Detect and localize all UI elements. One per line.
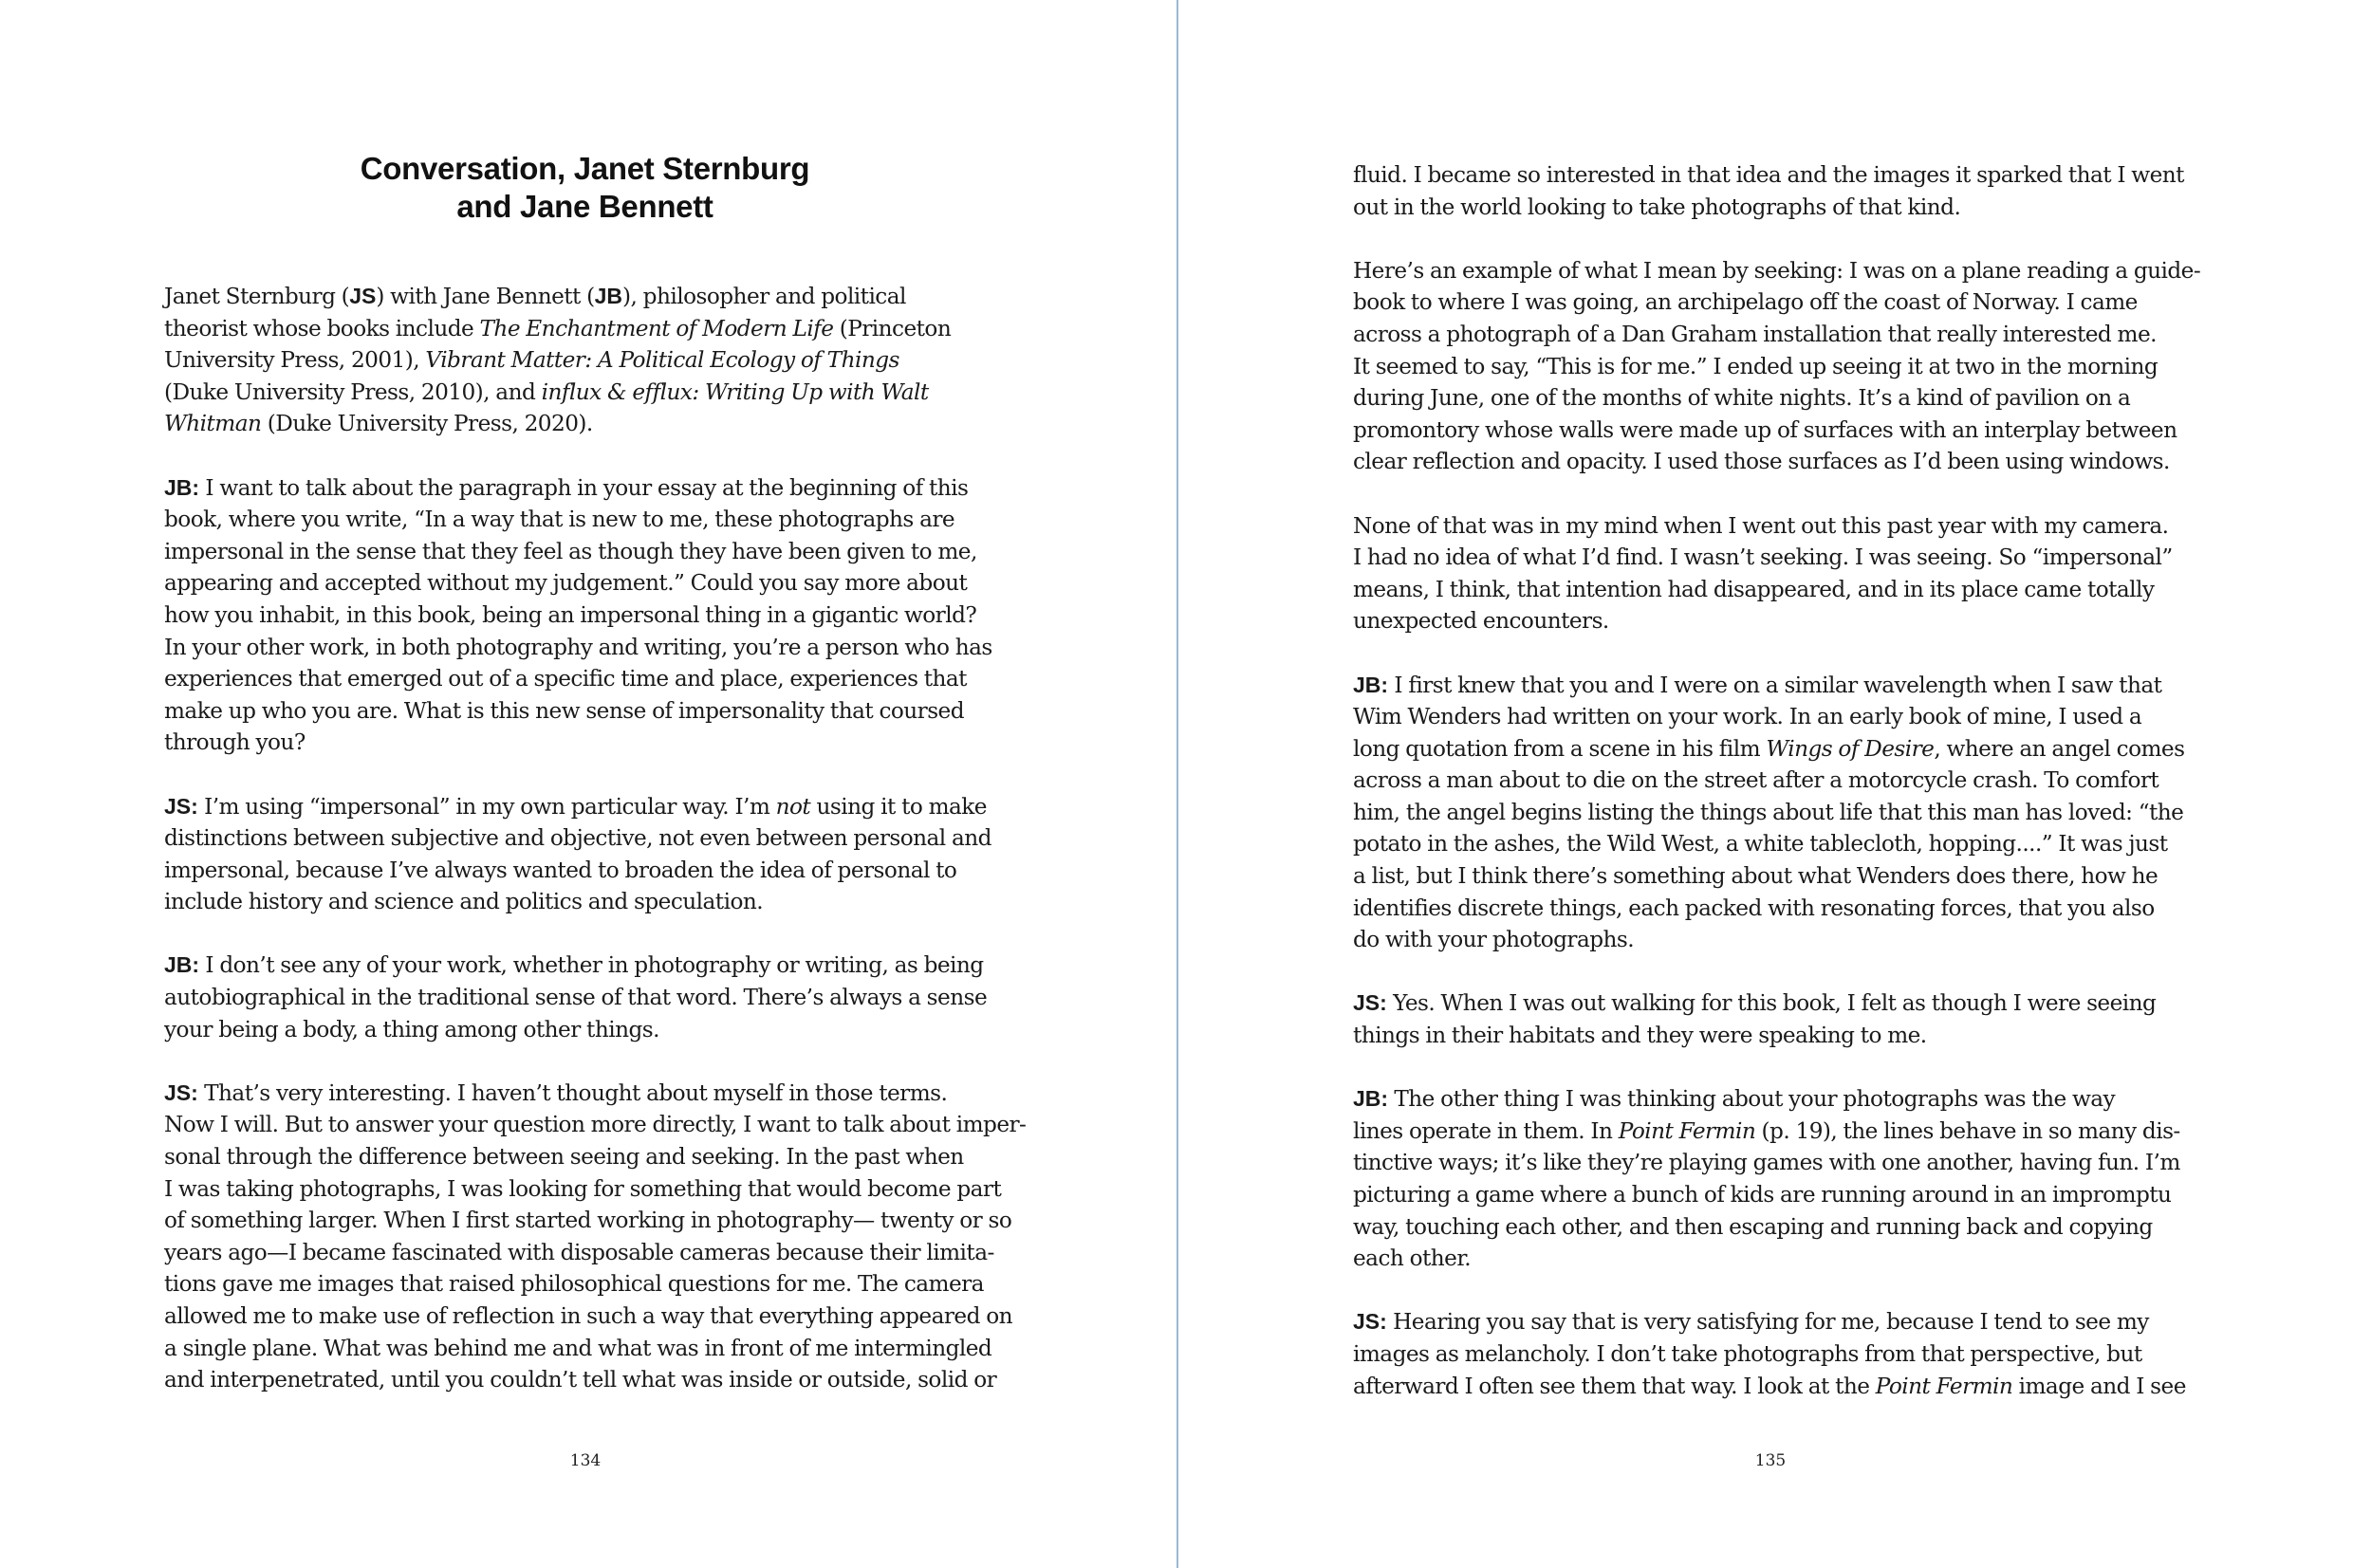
text-run: long quotation from a scene in his film [1353, 735, 1767, 762]
text-run: of something larger. When I first started working in photography— twenty or so [164, 1208, 1012, 1234]
text-line [1353, 797, 2207, 829]
text-line [1353, 1179, 2207, 1211]
text-run: That’s very interesting. I haven’t thought about myself in those terms. [197, 1079, 948, 1106]
text-run: potato in the ashes, the Wild West, a white tablecloth, hopping....” It was just [1353, 831, 2168, 858]
text-run: means, I think, that intention had disappeared, and in its place came totally [1353, 576, 2155, 602]
paragraph [1353, 1306, 2207, 1402]
text-run: I’m using “impersonal” in my own particular way. I’m [197, 793, 776, 820]
italic-title: influx & efflux: Writing Up with Walt [541, 378, 929, 405]
text-run: tinctive ways; it’s like they’re playing games with one another, having fun. I’m [1353, 1150, 2180, 1176]
text-line [1353, 701, 2207, 733]
text-run: through you? [164, 729, 306, 756]
text-run: It seemed to say, “This is for me.” I ended up seeing it at two in the morning [1353, 353, 2158, 379]
text-run: across a man about to die on the street after a motorcycle crash. To comfort [1353, 767, 2159, 794]
text-run: Hearing you say that is very satisfying for me, because I tend to see my [1386, 1309, 2149, 1336]
text-run: theorist whose books include [164, 315, 480, 341]
text-run: out in the world looking to take photographs of that kind. [1353, 194, 1961, 220]
text-run: I first knew that you and I were on a similar wavelength when I saw that [1388, 672, 2162, 698]
text-run: during June, one of the months of white nights. It’s a kind of pavilion on a [1353, 385, 2131, 412]
text-run: I was taking photographs, I was looking for something that would become part [164, 1175, 1002, 1202]
text-line [1353, 319, 2207, 351]
text-run: promontory whose walls were made up of surfaces with an interplay between [1353, 416, 2177, 443]
speaker-label: JS: [1353, 990, 1387, 1016]
text-run: things in their habitats and they were speaking to me. [1353, 1023, 1927, 1049]
text-line [1353, 765, 2207, 797]
title-line-1: Conversation, Janet Sternburg [360, 151, 810, 186]
text-run: a single plane. What was behind me and what was in front of me intermingled [164, 1335, 992, 1361]
text-run: In your other work, in both photography and writing, you’re a person who has [164, 634, 992, 660]
text-run: make up who you are. What is this new sense of impersonality that coursed [164, 697, 965, 724]
text-run: Yes. When I was out walking for this book, I felt as though I were seeing [1386, 990, 2157, 1017]
text-line [1353, 1116, 2207, 1148]
text-line [1353, 192, 2207, 224]
text-run: clear reflection and opacity. I used those surfaces as I’d been using windows. [1353, 449, 2170, 475]
text-run: sonal through the difference between seeing and seeking. In the past when [164, 1144, 964, 1171]
text-run: autobiographical in the traditional sense of that word. There’s always a sense [164, 985, 988, 1011]
text-run: years ago—I became fascinated with disposable cameras because their limita- [164, 1239, 994, 1265]
text-run: fluid. I became so interested in that idea and the images it sparked that I went [1353, 162, 2184, 188]
text-run: book, where you write, “In a way that is new to me, these photographs are [164, 507, 955, 533]
speaker-label: JS [349, 284, 377, 308]
speaker-label: JS: [164, 1079, 198, 1105]
text-run: (Princeton [833, 315, 952, 341]
text-run: ), philosopher and political [622, 284, 906, 309]
italic-title: not [775, 793, 811, 820]
text-line [1353, 1306, 2207, 1338]
text-run: do with your photographs. [1353, 927, 1635, 953]
text-line [1353, 893, 2207, 925]
text-run: impersonal in the sense that they feel as though they have been given to me, [164, 538, 977, 564]
speaker-label: JB: [164, 474, 200, 500]
text-run: None of that was in my mind when I went out this past year with my camera. [1353, 512, 2169, 539]
speaker-label: JB [594, 284, 623, 308]
text-line [1353, 605, 2207, 637]
text-line [1353, 1020, 2207, 1052]
text-run: unexpected encounters. [1353, 608, 1609, 635]
text-run: I don’t see any of your work, whether in photography or writing, as being [199, 952, 984, 979]
text-line [1353, 1371, 2207, 1403]
paragraph [1353, 987, 2207, 1051]
text-run: University Press, 2001), [164, 347, 426, 374]
text-run: how you inhabit, in this book, being an impersonal thing in a gigantic world? [164, 601, 977, 628]
text-line [1353, 828, 2207, 860]
text-run: Wim Wenders had written on your work. In an early book of mine, I used a [1353, 704, 2142, 730]
text-run: appearing and accepted without my judgement.” Could you say more about [164, 570, 968, 597]
text-line [1353, 446, 2207, 478]
text-run: tions gave me images that raised philosophical questions for me. The camera [164, 1271, 984, 1298]
text-run: Now I will. But to answer your question more directly, I want to talk about imper- [164, 1112, 1027, 1138]
text-run: using it to make [810, 793, 987, 820]
paragraph [1353, 1083, 2207, 1275]
text-run: picturing a game where a bunch of kids are running around in an impromptu [1353, 1182, 2172, 1208]
text-run: and interpenetrated, until you couldn’t tell what was inside or outside, solid or [164, 1367, 997, 1393]
text-run: him, the angel begins listing the things about life that this man has loved: “the [1353, 799, 2184, 825]
speaker-label: JB: [1353, 672, 1389, 697]
page-number-left: 134 [569, 1451, 602, 1470]
text-run: (Duke University Press, 2010), and [164, 378, 542, 405]
text-run: afterward I often see them that way. I look at the [1353, 1373, 1876, 1399]
italic-title: Point Fermin [1875, 1373, 2013, 1399]
title-line-2: and Jane Bennett [456, 189, 713, 224]
paragraph [1353, 510, 2207, 637]
text-run: image and I see [2012, 1373, 2186, 1399]
text-run: ) with Jane Bennett ( [376, 284, 595, 309]
text-run: identifies discrete things, each packed with resonating forces, that you also [1353, 895, 2155, 921]
text-line [1353, 574, 2207, 606]
text-run: , where an angel comes [1934, 735, 2185, 762]
italic-title: The Enchantment of Modern Life [479, 315, 834, 341]
text-run: (Duke University Press, 2020). [261, 411, 593, 437]
paragraph [1353, 255, 2207, 478]
text-line [1353, 1243, 2207, 1275]
text-line [1353, 255, 2207, 287]
page-number-right: 135 [1754, 1451, 1787, 1470]
text-run: your being a body, a thing among other things. [164, 1016, 659, 1042]
text-run: I want to talk about the paragraph in your essay at the beginning of this [199, 474, 969, 501]
text-run: way, touching each other, and then escaping and running back and copying [1353, 1213, 2153, 1240]
text-run: include history and science and politics and speculation. [164, 889, 764, 915]
text-run: across a photograph of a Dan Graham installation that really interested me. [1353, 321, 2157, 347]
text-run: book to where I was going, an archipelago off the coast of Norway. I came [1353, 289, 2138, 316]
text-line [1353, 542, 2207, 574]
italic-title: Point Fermin [1618, 1117, 1756, 1144]
italic-title: Vibrant Matter: A Political Ecology of Things [425, 347, 899, 374]
speaker-label: JB: [1353, 1086, 1389, 1112]
text-run: Here’s an example of what I mean by seeking: I was on a plane reading a guide- [1353, 257, 2201, 284]
right-column-text [1353, 159, 2207, 1402]
paragraph [1353, 159, 2207, 223]
text-run: The other thing I was thinking about your photographs was the way [1388, 1086, 2116, 1113]
text-run: a list, but I think there’s something about what Wenders does there, how he [1353, 863, 2158, 890]
text-line [1353, 670, 2207, 702]
text-line [1353, 733, 2207, 766]
text-run: Janet Sternburg ( [164, 284, 350, 309]
text-run: impersonal, because I’ve always wanted to broaden the idea of personal to [164, 857, 957, 883]
text-line [1353, 1338, 2207, 1371]
text-line [1353, 924, 2207, 956]
text-line [1353, 1211, 2207, 1244]
speaker-label: JS: [1353, 1309, 1387, 1335]
text-line [1353, 1147, 2207, 1179]
text-line [1353, 159, 2207, 192]
speaker-label: JB: [164, 952, 200, 978]
text-run: experiences that emerged out of a specific time and place, experiences that [164, 666, 967, 692]
text-run: each other. [1353, 1245, 1472, 1272]
text-line [1353, 860, 2207, 893]
paragraph [1353, 670, 2207, 956]
italic-title: Whitman [164, 411, 262, 437]
text-run: allowed me to make use of reflection in such a way that everything appeared on [164, 1303, 1012, 1329]
speaker-label: JS: [164, 793, 198, 819]
text-line [1353, 415, 2207, 447]
text-line [1353, 286, 2207, 319]
text-run: (p. 19), the lines behave in so many dis- [1755, 1117, 2180, 1144]
text-run: lines operate in them. In [1353, 1117, 1619, 1144]
text-line [1353, 987, 2207, 1020]
text-run: images as melancholy. I don’t take photographs from that perspective, but [1353, 1340, 2142, 1367]
text-line [1353, 1083, 2207, 1116]
italic-title: Wings of Desire [1766, 735, 1935, 762]
text-line [1353, 351, 2207, 383]
text-line [1353, 382, 2207, 415]
text-run: I had no idea of what I’d find. I wasn’t seeking. I was seeing. So “impersonal” [1353, 544, 2173, 571]
text-run: distinctions between subjective and objective, not even between personal and [164, 825, 991, 852]
text-line [1353, 510, 2207, 543]
